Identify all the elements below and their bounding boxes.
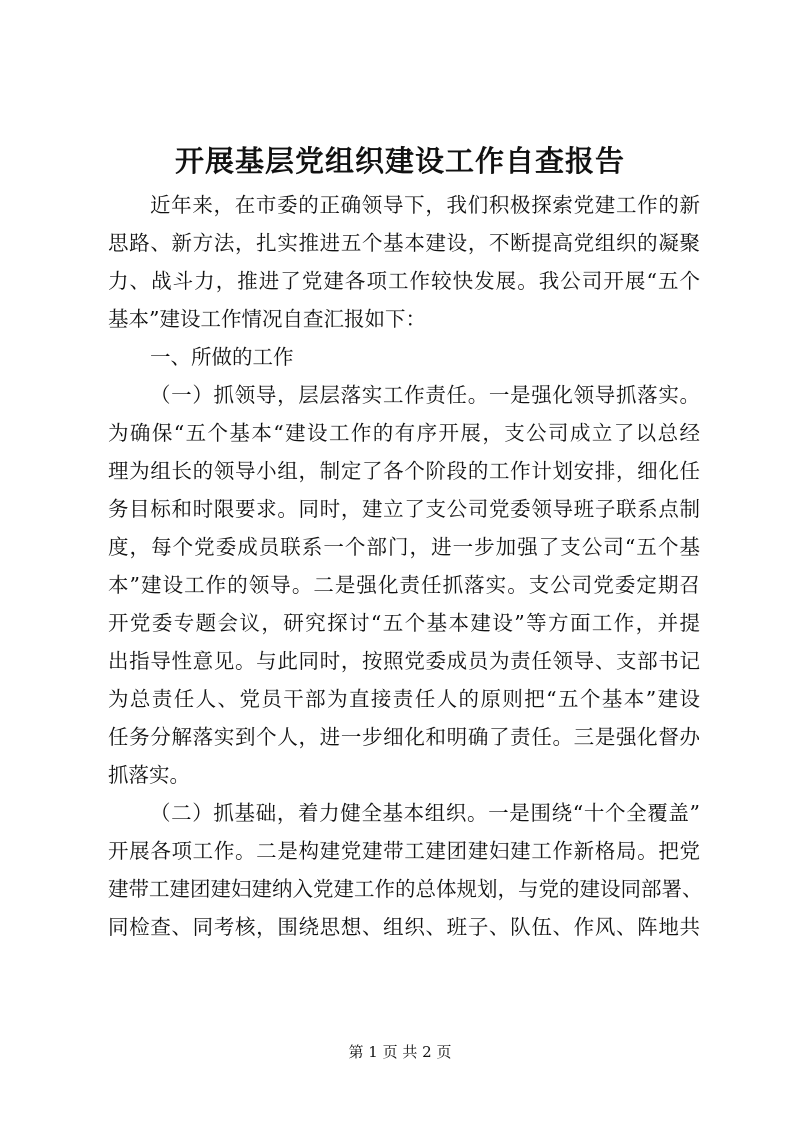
paragraph-line: 务目标和时限要求。同时，建立了支公司党委领导班子联系点制 (108, 497, 700, 521)
section-heading: 一、所做的工作 (150, 345, 294, 369)
paragraph-line: 同检查、同考核，围绕思想、组织、班子、队伍、作风、阵地共 (108, 915, 700, 939)
document-body (108, 186, 703, 946)
paragraph-line: 任务分解落实到个人，进一步细化和明确了责任。三是强化督办 (108, 725, 700, 749)
paragraph-line: 思路、新方法，扎实推进五个基本建设，不断提高党组织的凝聚 (108, 231, 700, 255)
paragraph-line: 出指导性意见。与此同时，按照党委成员为责任领导、支部书记 (108, 649, 700, 673)
paragraph-line: 为总责任人、党员干部为直接责任人的原则把“五个基本”建设 (108, 687, 700, 711)
paragraph-line: 开党委专题会议，研究探讨“五个基本建设”等方面工作，并提 (108, 611, 700, 635)
paragraph-line: 力、战斗力，推进了党建各项工作较快发展。我公司开展“五个 (108, 269, 700, 293)
paragraph-line: 为确保“五个基本“建设工作的有序开展，支公司成立了以总经 (108, 421, 700, 445)
paragraph-line: （一）抓领导，层层落实工作责任。一是强化领导抓落实。 (150, 383, 700, 407)
paragraph-line: 基本”建设工作情况自查汇报如下： (108, 307, 426, 331)
paragraph-line: 开展各项工作。二是构建党建带工建团建妇建工作新格局。把党 (108, 839, 700, 863)
document-title: 开展基层党组织建设工作自查报告 (174, 144, 625, 178)
page-footer: 第 1 页 共 2 页 (348, 1043, 452, 1061)
paragraph-line: 抓落实。 (108, 763, 190, 787)
paragraph-line: 建带工建团建妇建纳入党建工作的总体规划，与党的建设同部署、 (108, 877, 703, 901)
paragraph-line: 本”建设工作的领导。二是强化责任抓落实。支公司党委定期召 (108, 573, 700, 597)
paragraph-line: 度，每个党委成员联系一个部门，进一步加强了支公司“五个基 (108, 535, 700, 559)
paragraph-line: 近年来，在市委的正确领导下，我们积极探索党建工作的新 (150, 193, 700, 217)
paragraph-line: 理为组长的领导小组，制定了各个阶段的工作计划安排，细化任 (108, 459, 700, 483)
paragraph-line: （二）抓基础，着力健全基本组织。一是围绕“十个全覆盖” (150, 801, 700, 825)
